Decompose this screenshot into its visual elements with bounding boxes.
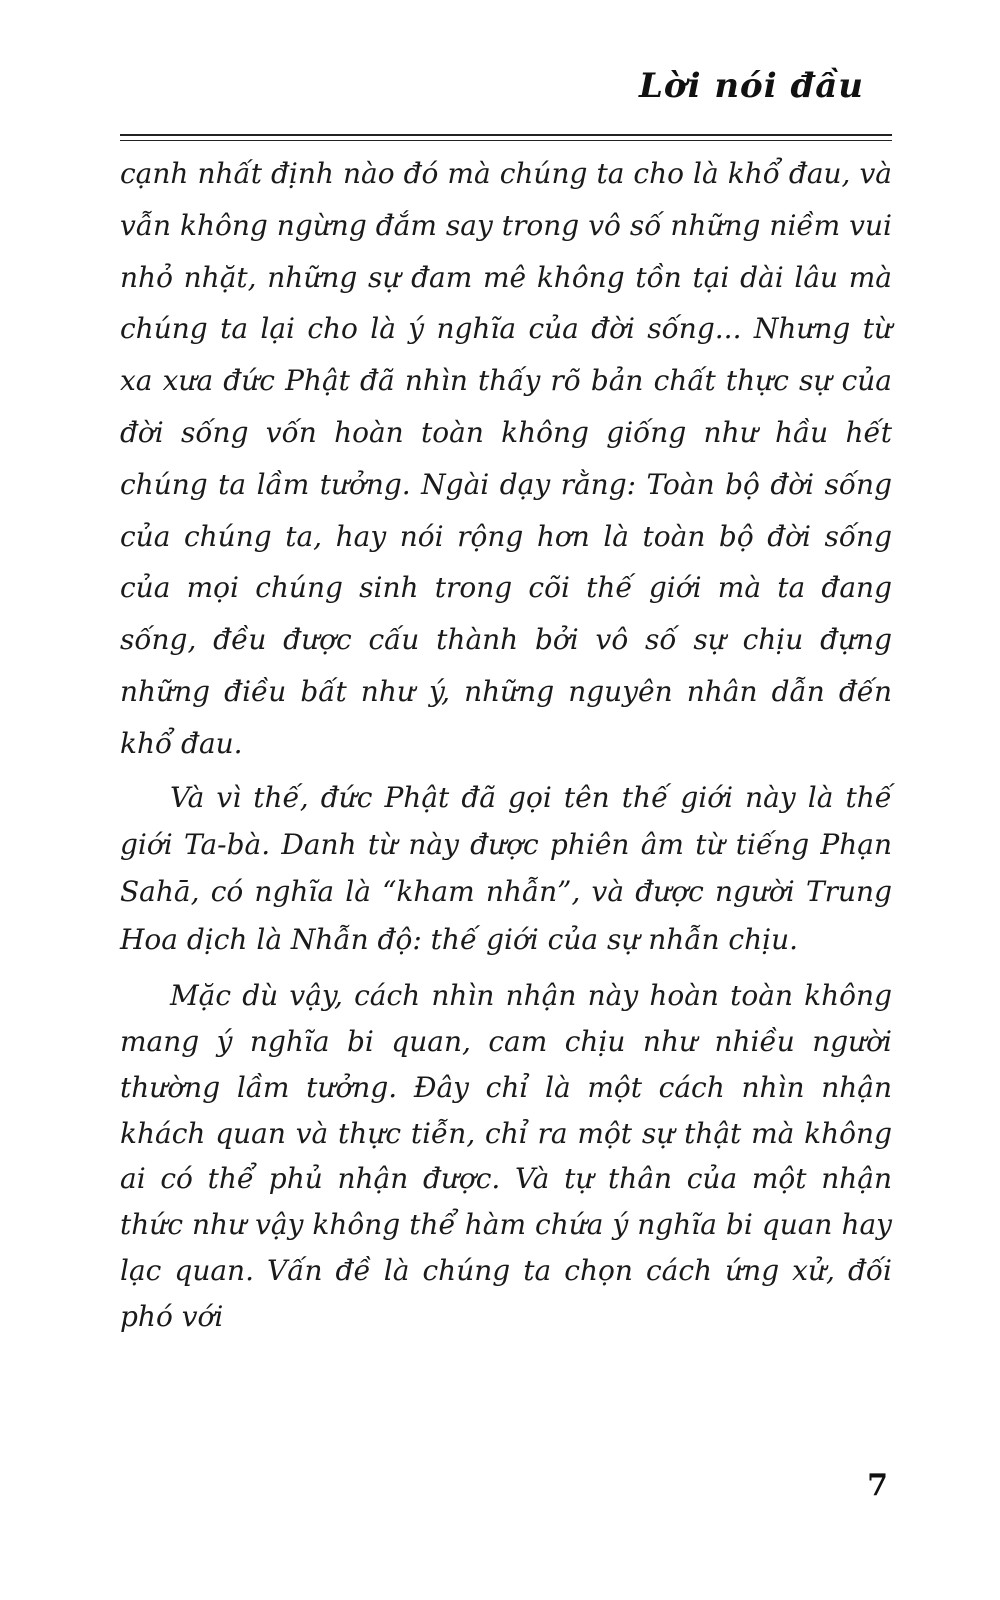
- body-text: [120, 148, 892, 1340]
- paragraph-2: Và vì thế, đức Phật đã gọi tên thế giới này là thế giới Ta-bà. Danh từ này được phiên âm từ tiếng Phạn Sahā, có nghĩa là “kham nhẫn”, và được người Trung Hoa dịch là Nhẫn độ: thế giới của sự nhẫn chịu.: [120, 780, 892, 956]
- page-number: 7: [867, 1468, 888, 1503]
- header-rule-thin: [120, 140, 892, 141]
- paragraph-1: cạnh nhất định nào đó mà chúng ta cho là khổ đau, và vẫn không ngừng đắm say trong vô số những niềm vui nhỏ nhặt, những sự đam mê không tồn tại dài lâu mà chúng ta lại cho là ý nghĩa của đời sống... Nhưng từ xa xưa đức Phật đã nhìn thấy rõ bản chất thực sự của đời sống vốn hoàn toàn không giống như hầu hết chúng ta lầm tưởng. Ngài dạy rằng: Toàn bộ đời sống của chúng ta, hay nói rộng hơn là toàn bộ đời sống của mọi chúng sinh trong cõi thế giới mà ta đang sống, đều được cấu thành bởi vô số sự chịu đựng những điều bất như ý, những nguyên nhân dẫn đến khổ đau.: [120, 157, 892, 760]
- paragraph-3: Mặc dù vậy, cách nhìn nhận này hoàn toàn không mang ý nghĩa bi quan, cam chịu như nhiều người thường lầm tưởng. Đây chỉ là một cách nhìn nhận khách quan và thực tiễn, chỉ ra một sự thật mà không ai có thể phủ nhận được. Và tự thân của một nhận thức như vậy không thể hàm chứa ý nghĩa bi quan hay lạc quan. Vấn đề là chúng ta chọn cách ứng xử, đối phó với: [120, 979, 892, 1333]
- header-rule-thick: [120, 134, 892, 136]
- running-header-title: Lời nói đầu: [638, 66, 864, 106]
